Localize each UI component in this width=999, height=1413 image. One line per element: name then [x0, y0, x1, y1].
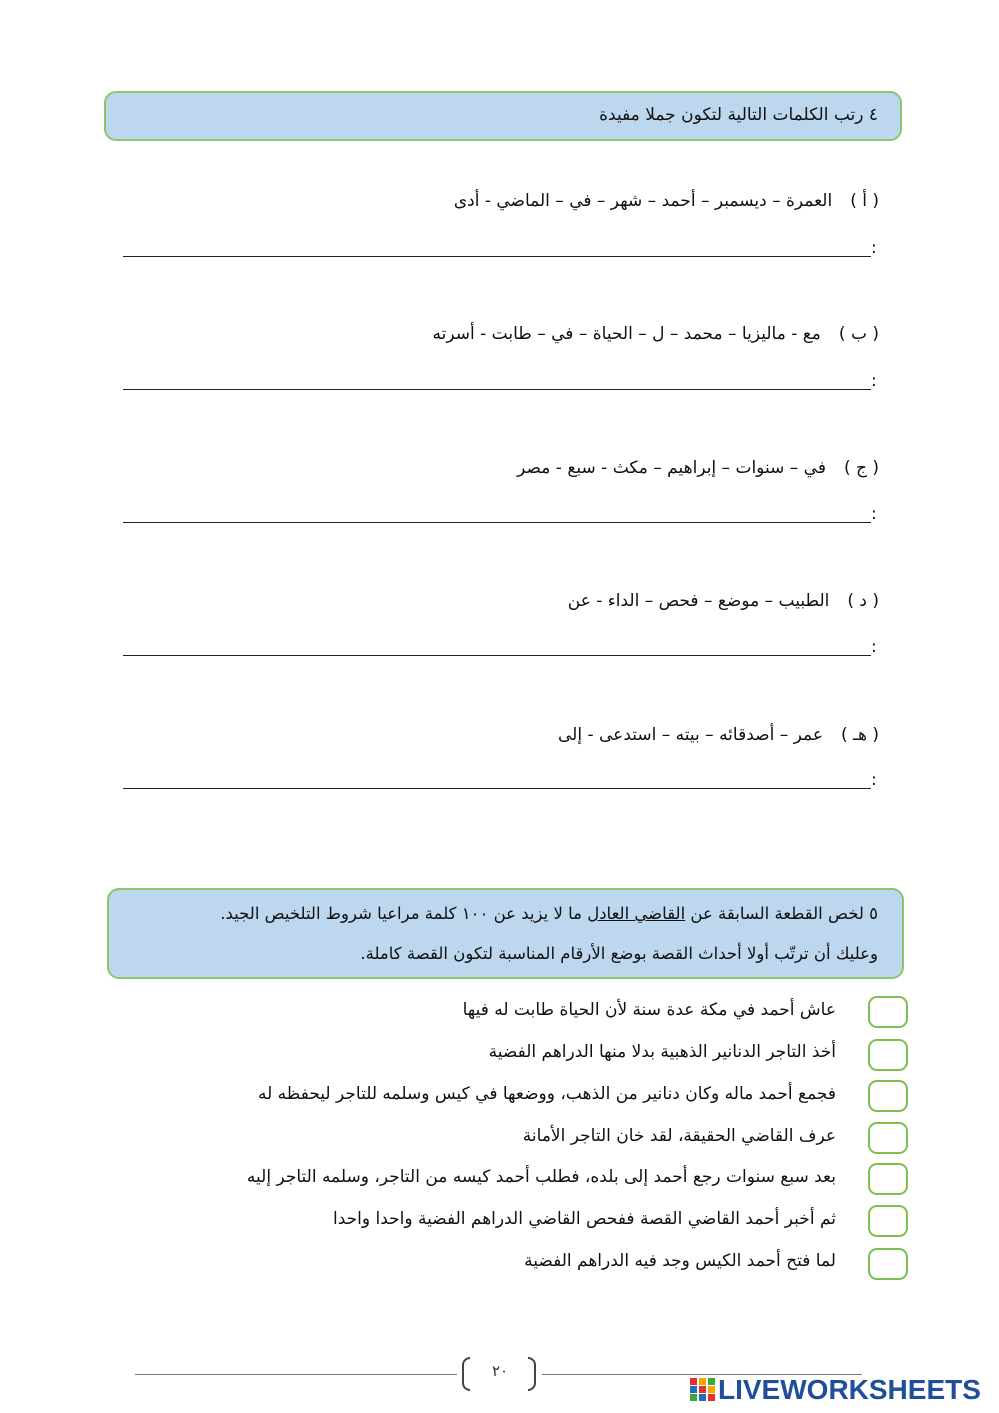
- event-order-box-1[interactable]: [868, 996, 908, 1028]
- question-e-letter: ( هـ ): [840, 725, 879, 745]
- answer-e-colon: :: [871, 770, 877, 790]
- answer-a-colon: :: [871, 238, 877, 258]
- answer-d-colon: :: [871, 637, 877, 657]
- liveworksheets-logo: [690, 1374, 990, 1404]
- event-text-3: فجمع أحمد ماله وكان دنانير من الذهب، ووضعها في كيس وسلمه للتاجر ليحفظه له: [257, 1084, 836, 1104]
- question-b-text: مع - ماليزيا – محمد – ل – الحياة – في – طابت - أسرته: [432, 324, 821, 344]
- question-b-letter: ( ب ): [838, 324, 879, 344]
- section4-instruction: ٤ رتب الكلمات التالية لتكون جملا مفيدة: [599, 105, 878, 125]
- answer-b-colon: :: [871, 371, 877, 391]
- question-e-words: [558, 725, 879, 745]
- section5-instruction-line1: [220, 904, 878, 923]
- liveworksheets-logo-icon: [690, 1378, 716, 1400]
- section5-line1-end: ما لا يزيد عن ١٠٠ كلمة مراعيا شروط التلخيص الجيد.: [220, 904, 588, 923]
- question-b-words: [433, 324, 879, 344]
- question-a-words: [454, 191, 879, 211]
- event-order-box-6[interactable]: [868, 1205, 908, 1237]
- event-order-box-7[interactable]: [868, 1248, 908, 1280]
- answer-c-line[interactable]: [123, 522, 871, 523]
- answer-b-line[interactable]: [123, 389, 871, 390]
- section5-line1-start: ٥ لخص القطعة السابقة عن: [685, 904, 878, 923]
- question-c-words: [517, 458, 879, 478]
- answer-c-colon: :: [871, 504, 877, 524]
- section4-instruction-box: [104, 91, 902, 141]
- section5-instruction-box: [107, 888, 904, 979]
- footer-line-left: [135, 1374, 457, 1375]
- event-text-6: ثم أخبر أحمد القاضي القصة ففحص القاضي الدراهم الفضية واحدا واحدا: [333, 1209, 836, 1229]
- event-text-5: بعد سبع سنوات رجع أحمد إلى بلده، فطلب أحمد كيسه من التاجر، وسلمه التاجر إليه: [246, 1167, 836, 1187]
- question-d-letter: ( د ): [847, 591, 879, 611]
- page-number-bracket-left: [462, 1357, 470, 1391]
- page-number-bracket-right: [528, 1357, 536, 1391]
- event-order-box-5[interactable]: [868, 1163, 908, 1195]
- liveworksheets-logo-text: LIVEWORKSHEETS: [718, 1374, 981, 1405]
- question-c-letter: ( ج ): [843, 458, 879, 478]
- question-c-text: في – سنوات – إبراهيم – مكث - سبع - مصر: [517, 458, 826, 478]
- question-a-letter: ( أ ): [850, 191, 879, 211]
- question-d-text: الطبيب – موضع – فحص – الداء - عن: [567, 591, 830, 611]
- answer-e-line[interactable]: [123, 788, 871, 789]
- event-text-2: أخذ التاجر الدنانير الذهبية بدلا منها الدراهم الفضية: [488, 1042, 836, 1062]
- section5-instruction-line2: وعليك أن ترتّب أولا أحداث القصة بوضع الأرقام المناسبة لتكون القصة كاملة.: [360, 944, 878, 963]
- question-e-text: عمر – أصدقائه – بيته – استدعى - إلى: [558, 725, 823, 745]
- section5-story-title: القاضي العادل: [587, 904, 686, 923]
- event-text-1: عاش أحمد في مكة عدة سنة لأن الحياة طابت له فيها: [462, 1000, 836, 1020]
- event-order-box-4[interactable]: [868, 1122, 908, 1154]
- answer-d-line[interactable]: [123, 655, 871, 656]
- question-a-text: العمرة – ديسمبر – أحمد – شهر – في – الماضي - أدى: [453, 191, 833, 211]
- event-order-box-2[interactable]: [868, 1039, 908, 1071]
- event-text-4: عرف القاضي الحقيقة، لقد خان التاجر الأمانة: [522, 1126, 836, 1146]
- page-number: ٢٠: [491, 1362, 509, 1380]
- question-d-words: [568, 591, 879, 611]
- event-text-7: لما فتح أحمد الكيس وجد فيه الدراهم الفضية: [524, 1251, 836, 1271]
- event-order-box-3[interactable]: [868, 1080, 908, 1112]
- answer-a-line[interactable]: [123, 256, 871, 257]
